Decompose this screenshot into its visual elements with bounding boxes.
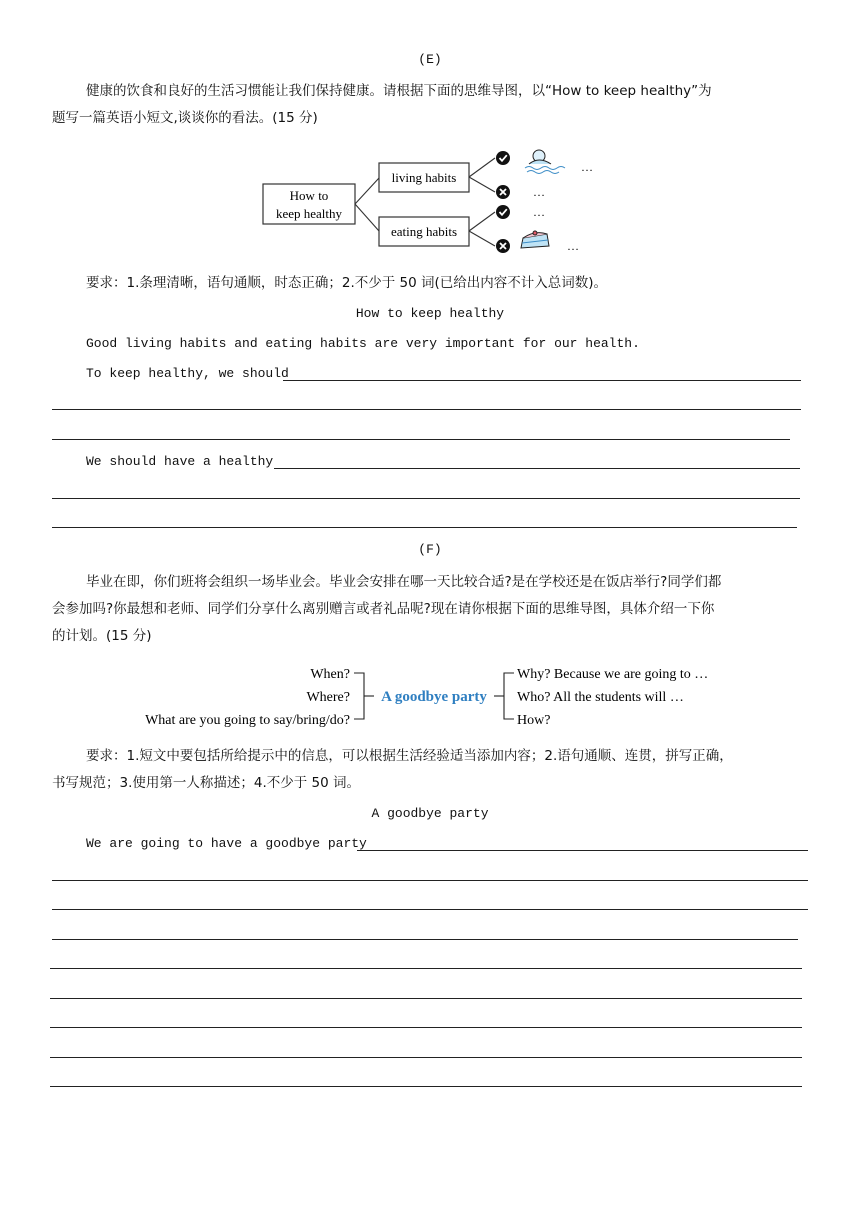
answer-line[interactable] — [52, 939, 798, 940]
mindmap-e-ellipsis-1: … — [581, 160, 593, 174]
answer-line[interactable] — [52, 409, 801, 410]
answer-line[interactable] — [283, 380, 801, 381]
section-f-title: A goodbye party — [371, 806, 489, 821]
answer-line[interactable] — [52, 880, 808, 881]
mindmap-e-center-line1: How to — [289, 188, 329, 203]
section-f-instruction-line3: 的计划。(15 分) — [52, 628, 152, 644]
cake-icon — [521, 231, 549, 248]
mindmap-f — [100, 660, 760, 730]
mindmap-e-ellipsis-3: … — [533, 205, 545, 219]
section-f-requirements-line2: 书写规范；3.使用第一人称描述；4.不少于 50 词。 — [52, 775, 361, 791]
section-e-label: (E) — [418, 52, 442, 67]
section-e-prompt1: To keep healthy, we should — [86, 366, 289, 381]
answer-line[interactable] — [50, 1086, 802, 1087]
answer-line[interactable] — [50, 1057, 802, 1058]
mindmap-e-ellipsis-4: … — [567, 239, 579, 253]
mindmap-f-right3: How? — [517, 713, 551, 728]
answer-line[interactable] — [52, 498, 800, 499]
section-f-requirements — [52, 743, 822, 797]
section-e-title: How to keep healthy — [355, 306, 505, 321]
section-e-instruction-line1: 健康的饮食和良好的生活习惯能让我们保持健康。请根据下面的思维导图，以“How to keep healthy”为 — [86, 83, 712, 99]
cross-icon — [496, 185, 510, 199]
section-e-intro-line: Good living habits and eating habits are very important for our health. — [86, 336, 640, 351]
mindmap-f-left2: Where? — [306, 690, 350, 705]
section-f-instruction — [52, 569, 822, 650]
answer-line[interactable] — [50, 998, 802, 999]
cross-icon — [496, 239, 510, 253]
section-e-instruction-line2: 题写一篇英语小短文,谈谈你的看法。(15 分) — [52, 110, 318, 126]
answer-line[interactable] — [52, 527, 797, 528]
answer-line[interactable] — [50, 968, 802, 969]
mindmap-f-left1: When? — [310, 667, 350, 682]
answer-line[interactable] — [52, 439, 790, 440]
swimmer-icon — [525, 150, 565, 174]
section-e-instruction — [52, 78, 812, 132]
section-f-label: (F) — [418, 542, 442, 557]
section-e-prompt2: We should have a healthy — [86, 454, 274, 469]
mindmap-e-ellipsis-2: … — [533, 185, 545, 199]
mindmap-e-center-line2: keep healthy — [275, 206, 343, 221]
section-f-prompt1: We are going to have a goodbye party — [86, 836, 367, 851]
mindmap-f-left3: What are you going to say/bring/do? — [145, 713, 350, 728]
mindmap-e — [255, 140, 615, 262]
mindmap-f-right1: Why? Because we are going to … — [517, 667, 709, 682]
section-e-requirements — [52, 270, 812, 297]
check-icon — [496, 205, 510, 219]
mindmap-e-branch-top: living habits — [391, 170, 457, 185]
answer-line[interactable] — [274, 468, 800, 469]
section-f-instruction-line1: 毕业在即，你们班将会组织一场毕业会。毕业会安排在哪一天比较合适?是在学校还是在饭店举行?同学们都 — [86, 574, 722, 590]
answer-line[interactable] — [50, 1027, 802, 1028]
answer-line[interactable] — [357, 850, 808, 851]
section-e-requirements-text: 要求：1.条理清晰，语句通顺，时态正确；2.不少于 50 词(已给出内容不计入总词数)。 — [86, 275, 608, 291]
section-f-requirements-line1: 要求：1.短文中要包括所给提示中的信息，可以根据生活经验适当添加内容；2.语句通顺、连贯，拼写正确， — [86, 748, 733, 764]
mindmap-f-center: A goodbye party — [381, 689, 487, 705]
section-f-instruction-line2: 会参加吗?你最想和老师、同学们分享什么离别赠言或者礼品呢?现在请你根据下面的思维导图，具体介绍一下你 — [52, 601, 715, 617]
answer-line[interactable] — [52, 909, 808, 910]
mindmap-f-right2: Who? All the students will … — [517, 690, 684, 705]
mindmap-e-branch-bottom: eating habits — [390, 224, 458, 239]
check-icon — [496, 151, 510, 165]
